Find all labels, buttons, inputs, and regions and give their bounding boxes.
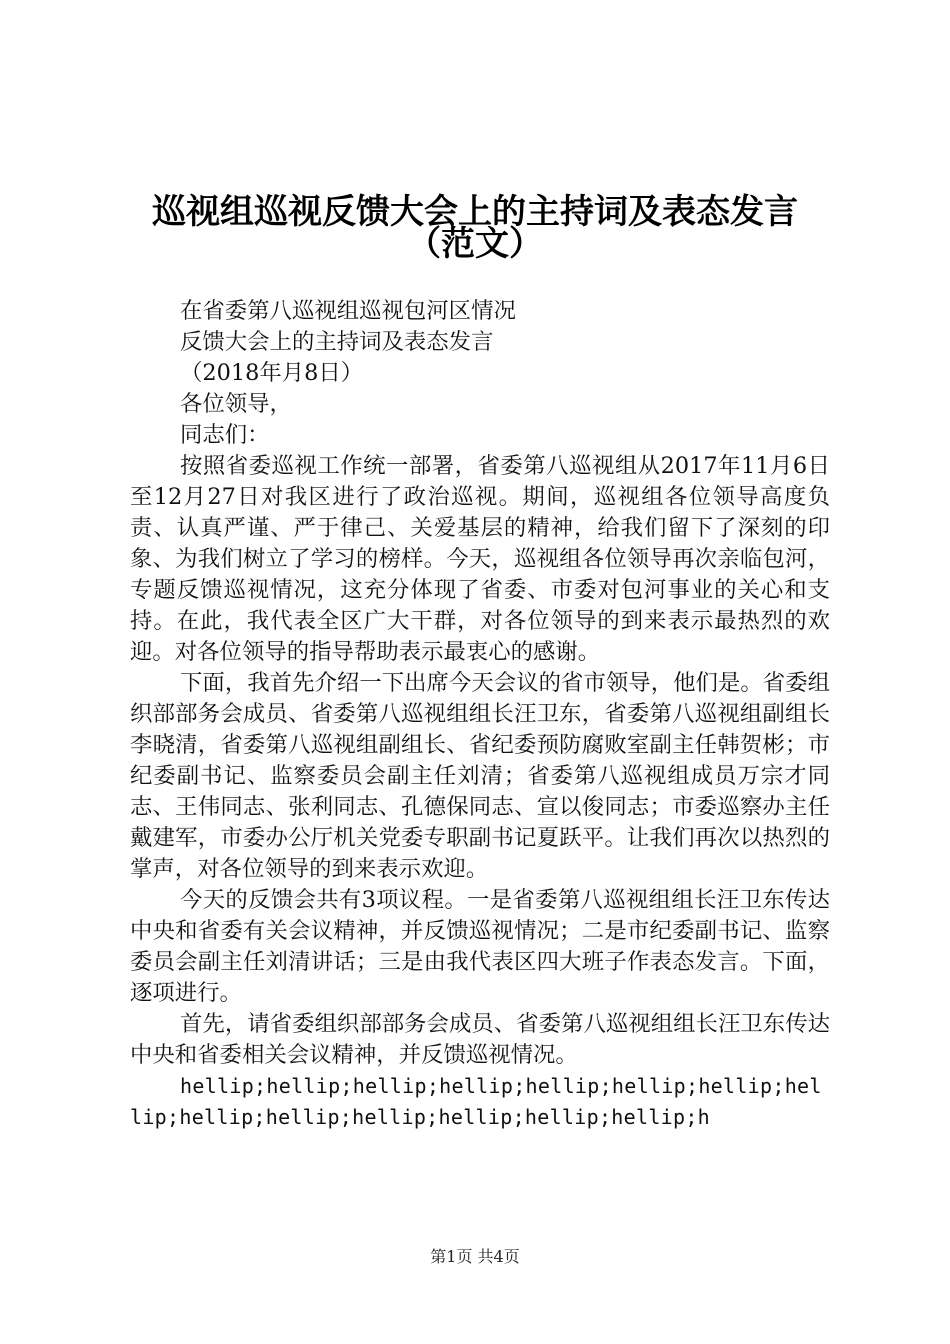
- page-footer: 第1页 共4页: [430, 1247, 520, 1266]
- salutation: 同志们：: [180, 422, 270, 448]
- paragraph: 今天的反馈会共有3项议程。一是省委第八巡视组组长汪卫东传达中央和省委有关会议精神，并反馈巡视情况；二是市纪委副书记、监察委员会副主任刘清讲话；三是由我代表区四大班子作表态发言。下面，逐项进行。: [130, 887, 830, 1006]
- document-title-line2: （范文）: [407, 224, 543, 264]
- paragraph: hellip;hellip;hellip;hellip;hellip;hellip;hellip;hellip;hellip;hellip;hellip;hellip;hellip;hellip;h: [130, 1074, 822, 1129]
- header-line: （2018年月8日）: [180, 360, 364, 386]
- paragraph: 下面，我首先介绍一下出席今天会议的省市领导，他们是。省委组织部部务会成员、省委第八巡视组组长汪卫东，省委第八巡视组副组长李晓清，省委第八巡视组副组长、省纪委预防腐败室副主任韩贺彬；市纪委副书记、监察委员会副主任刘清；省委第八巡视组成员万宗才同志、王伟同志、张利同志、孔德保同志、宣以俊同志；市委巡察办主任戴建军，市委办公厅机关党委专职副书记夏跃平。让我们再次以热烈的掌声，对各位领导的到来表示欢迎。: [130, 670, 830, 882]
- header-line: 反馈大会上的主持词及表态发言: [180, 329, 494, 355]
- document-body: [130, 296, 830, 1133]
- paragraph: 首先，请省委组织部部务会成员、省委第八巡视组组长汪卫东传达中央和省委相关会议精神，并反馈巡视情况。: [130, 1011, 830, 1068]
- paragraph: 按照省委巡视工作统一部署，省委第八巡视组从2017年11月6日至12月27日对我区进行了政治巡视。期间，巡视组各位领导高度负责、认真严谨、严于律己、关爱基层的精神，给我们留下了深刻的印象、为我们树立了学习的榜样。今天，巡视组各位领导再次亲临包河，专题反馈巡视情况，这充分体现了省委、市委对包河事业的关心和支持。在此，我代表全区广大干群，对各位领导的到来表示最热烈的欢迎。对各位领导的指导帮助表示最衷心的感谢。: [130, 453, 830, 665]
- document-title-line1: 巡视组巡视反馈大会上的主持词及表态发言: [152, 192, 798, 232]
- header-line: 在省委第八巡视组巡视包河区情况: [180, 298, 516, 324]
- salutation: 各位领导，: [180, 391, 292, 417]
